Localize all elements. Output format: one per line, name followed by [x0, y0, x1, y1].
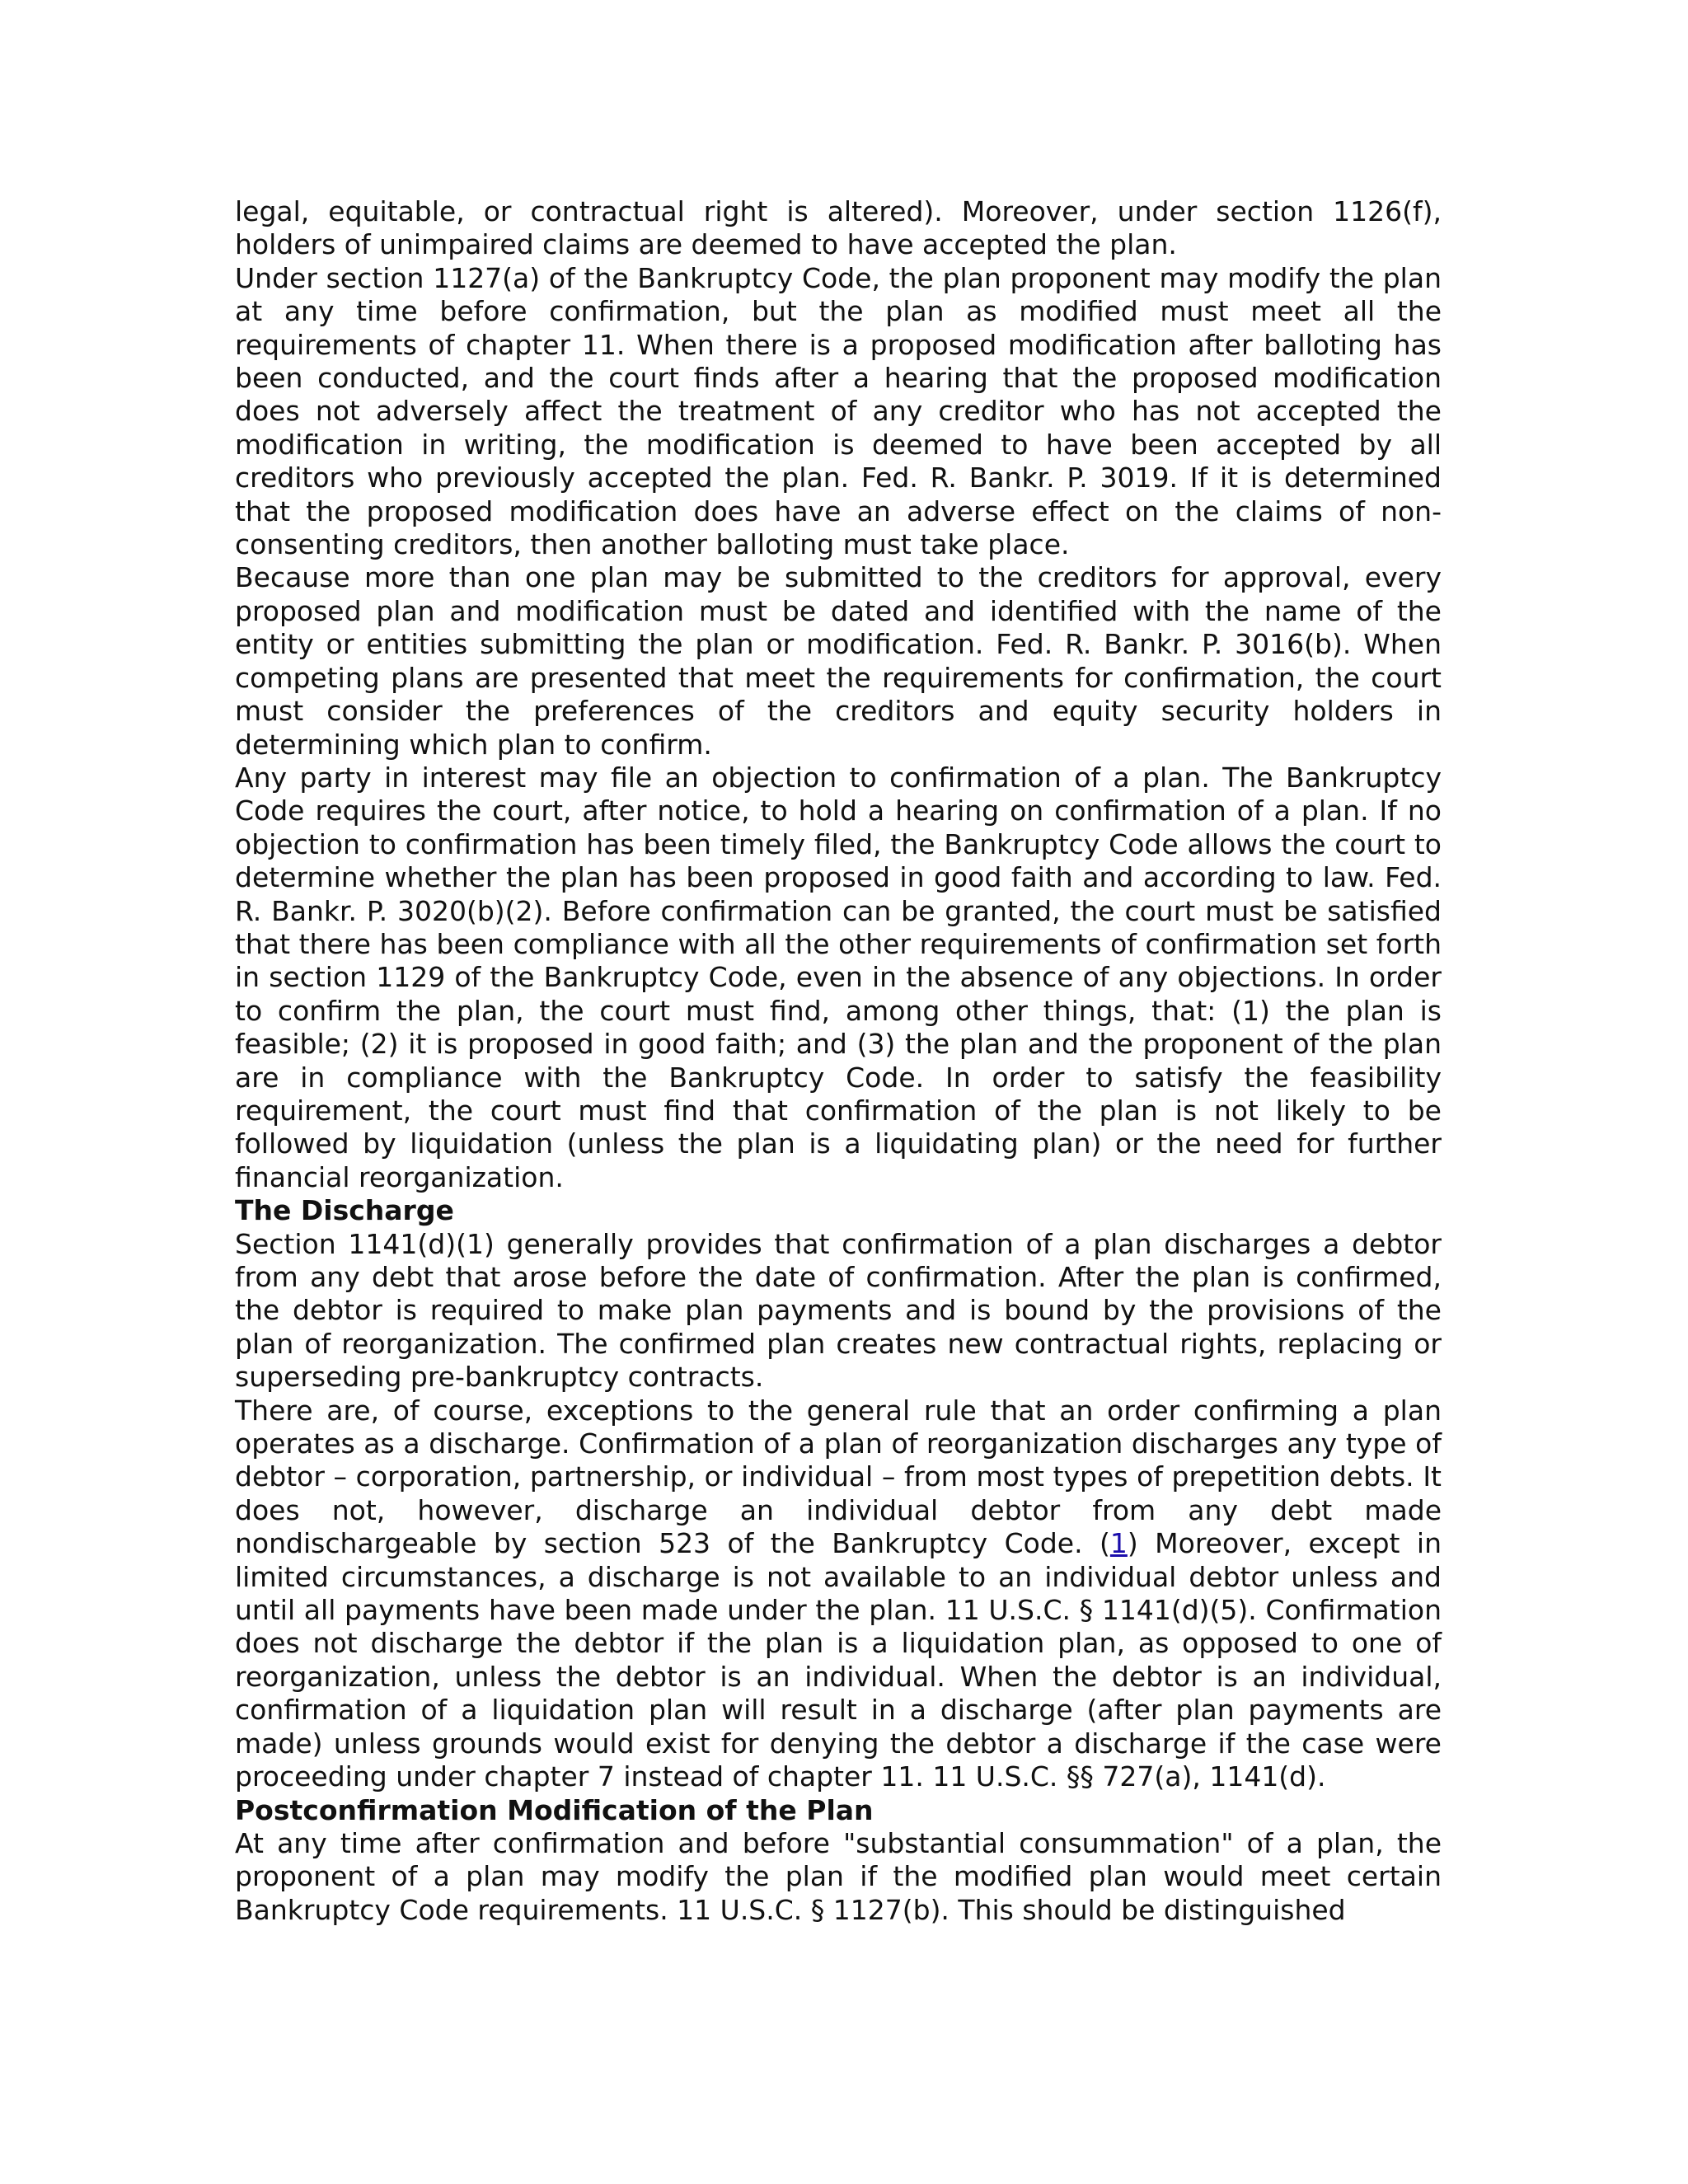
footnote-link[interactable]: 1 [1109, 1527, 1128, 1560]
heading-postconfirmation-modification: Postconfirmation Modification of the Plan [235, 1793, 874, 1826]
paragraph-postconfirmation: At any time after confirmation and before "substantial consummation" of a plan, the proponent of a plan may modify the plan if the modified plan would meet certain Bankruptcy Code requirements. 11 U.S.C. § 1127(b). This should be distinguished [235, 1826, 1442, 1926]
paragraph-objection-confirmation: Any party in interest may file an objection to confirmation of a plan. The Bankruptcy Code requires the court, after notice, to hold a hearing on confirmation of a plan. If no objection to confirmation has been timely filed, the Bankruptcy Code allows the court to determine whether the plan has been proposed in good faith and according to law. Fed. R. Bankr. P. 3020(b)(2). Before confirmation can be granted, the court must be satisfied that there has been compliance with all the other requirements of confirmation set forth in section 1129 of the Bankruptcy Code, even in the absence of any objections. In order to confirm the plan, the court must find, among other things, that: (1) the plan is feasible; (2) it is proposed in good faith; and (3) the plan and the proponent of the plan are in compliance with the Bankruptcy Code. In order to satisfy the feasibility requirement, the court must find that confirmation of the plan is not likely to be followed by liquidation (unless the plan is a liquidating plan) or the need for further financial reorganization. [235, 761, 1442, 1193]
paragraph-discharge-exceptions [235, 1394, 1442, 1794]
discharge-exceptions-text-end: ) Moreover, except in limited circumstances, a discharge is not available to an individual debtor unless and until all payments have been made under the plan. 11 U.S.C. § 1141(d)(5). Confirmation does not discharge the debtor if the plan is a liquidation plan, as opposed to one of reorganization, unless the debtor is an individual. When the debtor is an individual, confirmation of a liquidation plan will result in a discharge (after plan payments are made) unless grounds would exist for denying the debtor a discharge if the case were proceeding under chapter 7 instead of chapter 11. 11 U.S.C. §§ 727(a), 1141(d). [235, 1527, 1442, 1793]
paragraph-discharge-general: Section 1141(d)(1) generally provides that confirmation of a plan discharges a debtor from any debt that arose before the date of confirmation. After the plan is confirmed, the debtor is required to make plan payments and is bound by the provisions of the plan of reorganization. The confirmed plan creates new contractual rights, replacing or superseding pre-bankruptcy contracts. [235, 1227, 1442, 1394]
paragraph-competing-plans: Because more than one plan may be submitted to the creditors for approval, every proposed plan and modification must be dated and identified with the name of the entity or entities submitting the plan or modification. Fed. R. Bankr. P. 3016(b). When competing plans are presented that meet the requirements for confirmation, the court must consider the preferences of the creditors and equity security holders in determining which plan to confirm. [235, 561, 1442, 761]
paragraph-unimpaired-claims: legal, equitable, or contractual right is altered). Moreover, under section 1126(f), holders of unimpaired claims are deemed to have accepted the plan. [235, 195, 1442, 261]
heading-the-discharge: The Discharge [235, 1194, 454, 1227]
paragraph-plan-modification: Under section 1127(a) of the Bankruptcy Code, the plan proponent may modify the plan at any time before confirmation, but the plan as modified must meet all the requirements of chapter 11. When there is a proposed modification after balloting has been conducted, and the court finds after a hearing that the proposed modification does not adversely affect the treatment of any creditor who has not accepted the modification in writing, the modification is deemed to have been accepted by all creditors who previously accepted the plan. Fed. R. Bankr. P. 3019. If it is determined that the proposed modification does have an adverse effect on the claims of non-consenting creditors, then another balloting must take place. [235, 261, 1442, 561]
document-body [235, 195, 1442, 1927]
discharge-exceptions-text-start: There are, of course, exceptions to the general rule that an order confirming a plan operates as a discharge. Confirmation of a plan of reorganization discharges any type of debtor – corporation, partnership, or individual – from most types of prepetition debts. It does not, however, discharge an individual debtor from any debt made nondischargeable by section 523 of the Bankruptcy Code. ( [235, 1394, 1442, 1560]
